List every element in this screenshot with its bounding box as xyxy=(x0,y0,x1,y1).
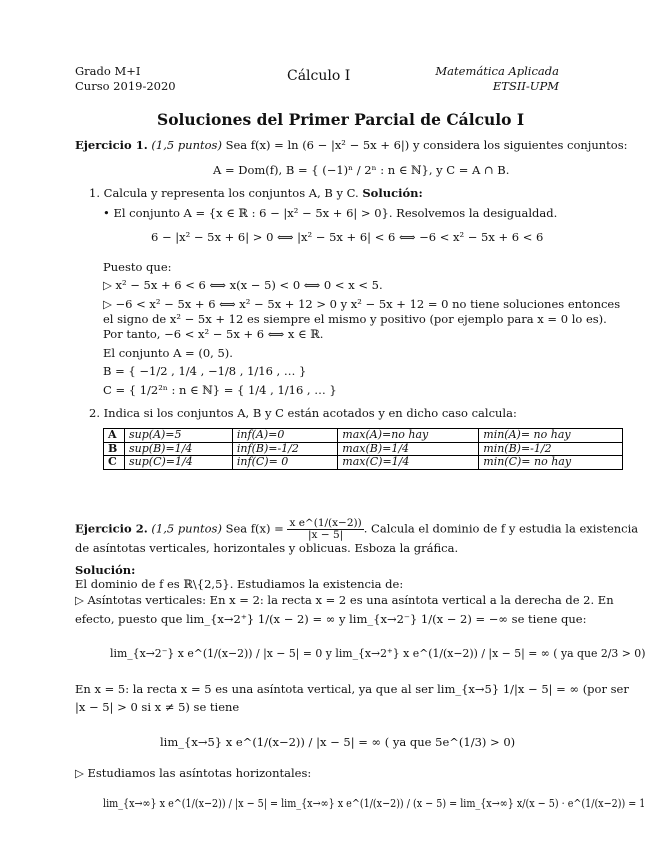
ex2-label: Ejercicio 2. xyxy=(75,521,148,536)
ex1-inequality: 6 − |x² − 5x + 6| > 0 ⟺ |x² − 5x + 6| < 6 ⟺ −6 < x² − 5x + 6 < 6 xyxy=(151,230,544,244)
ex1-item2 xyxy=(89,406,517,420)
max-cell: max(C)=1/4 xyxy=(338,456,479,470)
inf-cell: inf(C)= 0 xyxy=(232,456,337,470)
ex2-points: (1,5 puntos) xyxy=(151,521,222,536)
ex1-sets: A = Dom(f), B = { (−1)ⁿ / 2ⁿ : n ∈ ℕ}, y C = A ∩ B. xyxy=(213,163,510,177)
limit-equation-2: lim_{x→5} x e^(1/(x−2)) / |x − 5| = ∞ ( ya que 5e^(1/3) > 0) xyxy=(160,735,516,749)
ex1-bullet xyxy=(103,206,557,220)
item1-number: 1. xyxy=(89,186,100,200)
table-row xyxy=(104,456,623,470)
f-fraction xyxy=(287,518,363,541)
course-title: Cálculo I xyxy=(287,68,351,84)
max-cell: max(B)=1/4 xyxy=(338,442,479,456)
school-label: ETSII-UPM xyxy=(492,79,559,93)
set-b: B = { −1/2 , 1/4 , −1/8 , 1/16 , … } xyxy=(103,364,307,378)
set-cell: B xyxy=(104,442,125,456)
x5-line2: |x − 5| > 0 si x ≠ 5) se tiene xyxy=(75,700,240,714)
vertical-asymptotes-line2: efecto, puesto que lim_{x→2⁺} 1/(x − 2) = ∞ y lim_{x→2⁻} 1/(x − 2) = −∞ se tiene que: xyxy=(75,612,587,626)
table-row xyxy=(104,442,623,456)
item1-text: Calcula y representa los conjuntos A, B y C. xyxy=(103,186,359,200)
sup-cell: sup(B)=1/4 xyxy=(125,442,233,456)
ex2-text-b: . Calcula el dominio de f y estudia la existencia xyxy=(363,521,639,536)
sup-cell: sup(A)=5 xyxy=(125,429,233,443)
limit-equation-3: lim_{x→∞} x e^(1/(x−2)) / |x − 5| = lim_{x→∞} x e^(1/(x−2)) / (x − 5) = lim_{x→∞} x/(x − 5) · e^(1/(x−2)) = 1 xyxy=(103,796,646,810)
inf-cell: inf(B)=-1/2 xyxy=(232,442,337,456)
vertical-asymptotes-line1: ▷ Asíntotas verticales: En x = 2: la recta x = 2 es una asíntota vertical a la derecha de 2. En xyxy=(75,593,614,607)
min-cell: min(B)=-1/2 xyxy=(479,442,623,456)
set-c: C = { 1/2²ⁿ : n ∈ ℕ} = { 1/4 , 1/16 , … } xyxy=(103,383,337,397)
page-title: Soluciones del Primer Parcial de Cálculo I xyxy=(157,110,525,129)
step2-line3: Por tanto, −6 < x² − 5x + 6 ⟺ x ∈ ℝ. xyxy=(103,327,324,341)
puesto-que: Puesto que: xyxy=(103,260,172,274)
step2-line2: el signo de x² − 5x + 12 es siempre el mismo y positivo (por ejemplo para x = 0 lo es). xyxy=(103,312,607,326)
ex1-text: Sea f(x) = ln (6 − |x² − 5x + 6|) y considera los siguientes conjuntos: xyxy=(225,138,628,152)
inf-cell: inf(A)=0 xyxy=(232,429,337,443)
bounds-table xyxy=(103,428,623,470)
max-cell: max(A)=no hay xyxy=(338,429,479,443)
course-info xyxy=(75,64,176,94)
degree-label: Grado M+I xyxy=(75,64,141,78)
department-info xyxy=(435,64,559,94)
min-cell: min(A)= no hay xyxy=(479,429,623,443)
table-row xyxy=(104,429,623,443)
ex2-solution-label: Solución: xyxy=(75,563,136,577)
item1-solution-label: Solución: xyxy=(362,186,423,200)
department-label: Matemática Aplicada xyxy=(435,64,559,78)
ex1-item1 xyxy=(89,186,423,200)
set-cell: C xyxy=(104,456,125,470)
ex2-domain: El dominio de f es ℝ\{2,5}. Estudiamos la existencia de: xyxy=(75,577,404,591)
bullet-text: El conjunto A = {x ∈ ℝ : 6 − |x² − 5x + 6| > 0}. Resolvemos la desigualdad. xyxy=(113,206,558,220)
item2-number: 2. xyxy=(89,406,100,420)
horizontal-asymptotes: ▷ Estudiamos las asíntotas horizontales: xyxy=(75,766,312,780)
step2-line1: ▷ −6 < x² − 5x + 6 ⟺ x² − 5x + 12 > 0 y x² − 5x + 12 = 0 no tiene soluciones entonces xyxy=(103,297,621,311)
term-label: Curso 2019-2020 xyxy=(75,79,176,93)
ex1-points: (1,5 puntos) xyxy=(151,138,222,152)
set-a: El conjunto A = (0, 5). xyxy=(103,346,233,360)
ex2-statement xyxy=(75,518,638,541)
sup-cell: sup(C)=1/4 xyxy=(125,456,233,470)
f-denominator: |x − 5| xyxy=(308,529,344,541)
ex2-text-a: Sea f(x) = xyxy=(225,521,284,536)
ex1-statement xyxy=(75,138,627,152)
item2-text: Indica si los conjuntos A, B y C están acotados y en dicho caso calcula: xyxy=(103,406,517,420)
x5-line1: En x = 5: la recta x = 5 es una asíntota vertical, ya que al ser lim_{x→5} 1/|x − 5| = ∞ (por ser xyxy=(75,682,629,696)
ex2-statement-line2: de asíntotas verticales, horizontales y oblicuas. Esboza la gráfica. xyxy=(75,541,459,555)
f-numerator: x e^(1/(x−2)) xyxy=(289,517,362,529)
bullet-icon: • xyxy=(103,206,110,220)
set-cell: A xyxy=(104,429,125,443)
step1: ▷ x² − 5x + 6 < 6 ⟺ x(x − 5) < 0 ⟺ 0 < x < 5. xyxy=(103,278,383,292)
min-cell: min(C)= no hay xyxy=(479,456,623,470)
limit-equation-1: lim_{x→2⁻} x e^(1/(x−2)) / |x − 5| = 0 y lim_{x→2⁺} x e^(1/(x−2)) / |x − 5| = ∞ ( ya que 2/3 > 0) xyxy=(110,646,646,660)
ex1-label: Ejercicio 1. xyxy=(75,138,148,152)
